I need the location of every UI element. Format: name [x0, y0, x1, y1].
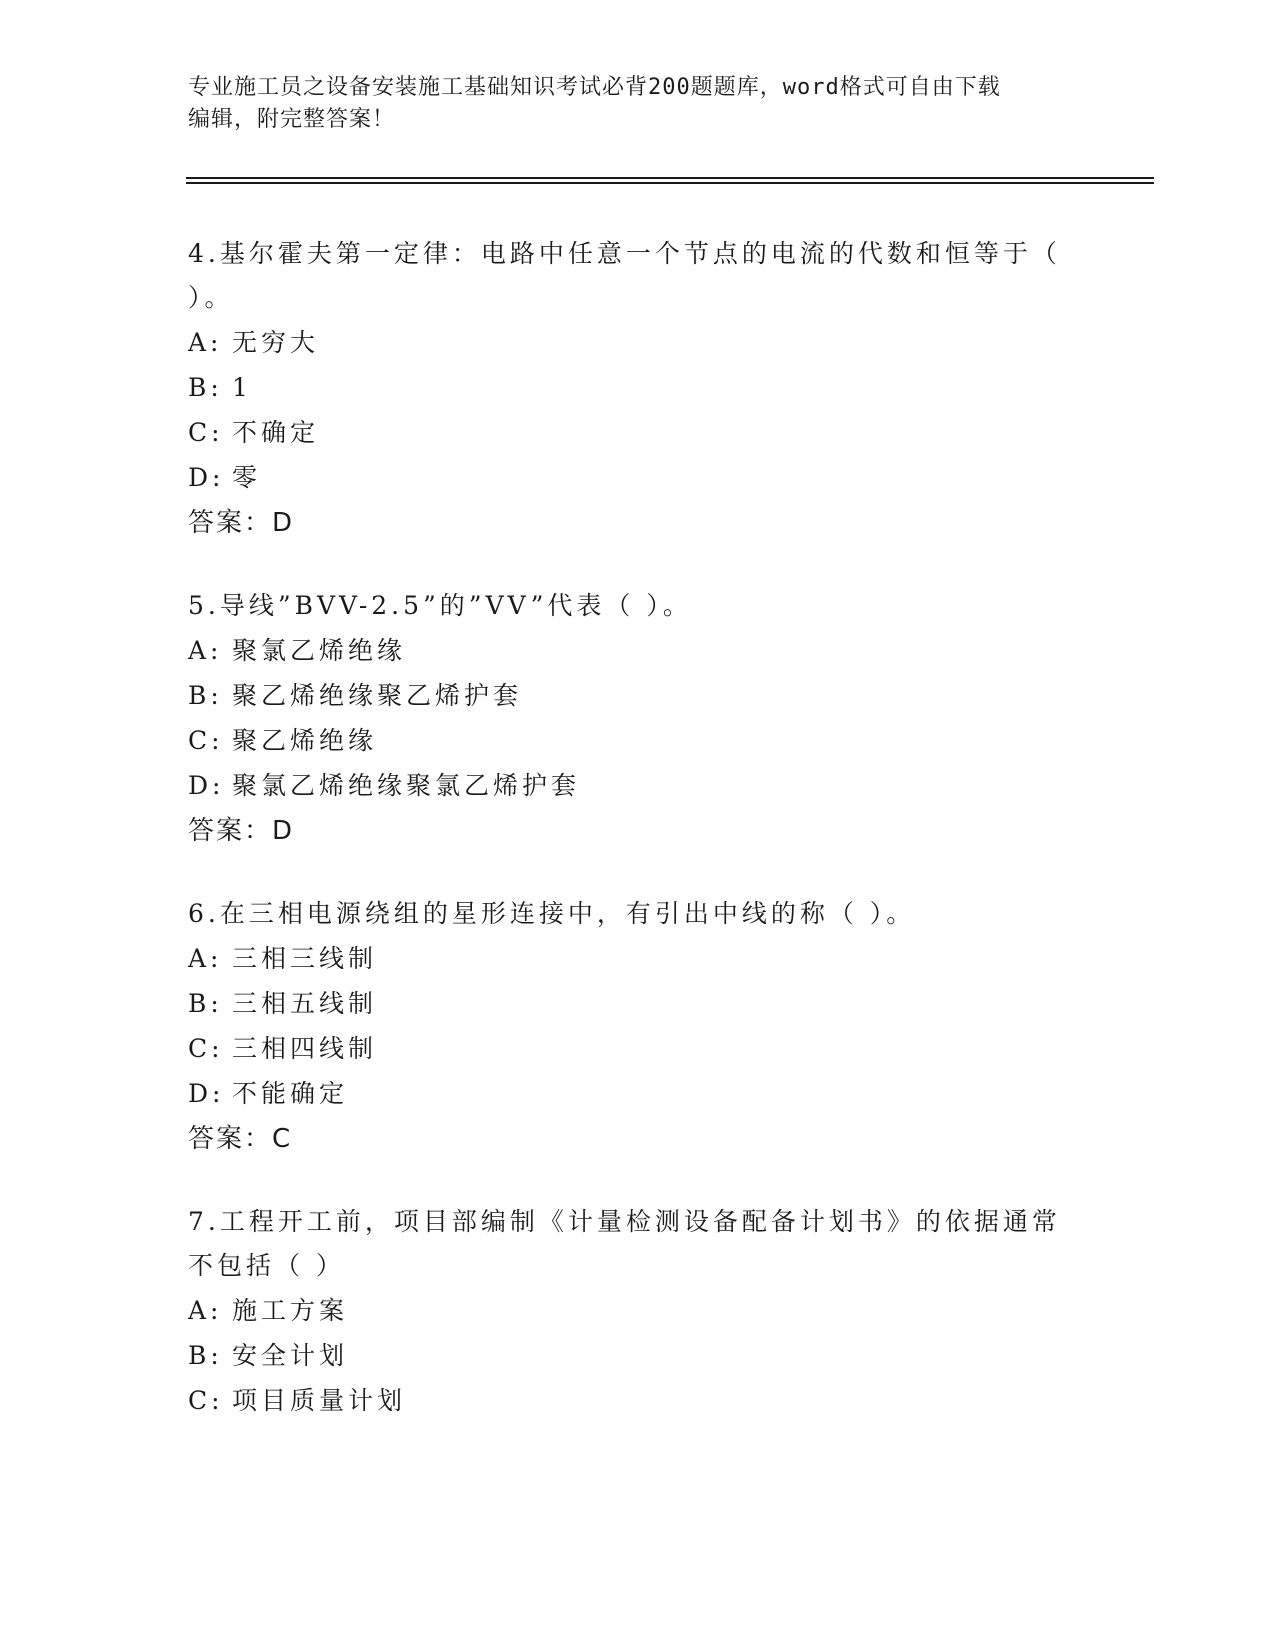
option-value: 项目质量计划 [232, 1386, 407, 1415]
option-key: A: [188, 636, 223, 665]
header-line-2: 编辑，附完整答案！ [188, 107, 396, 132]
option-c [188, 1026, 1068, 1071]
option-key: B: [188, 989, 223, 1018]
option-value: 无穷大 [232, 328, 320, 357]
option-key: A: [188, 328, 223, 357]
option-value: 聚乙烯绝缘聚乙烯护套 [232, 681, 523, 710]
option-key: C: [188, 726, 224, 755]
option-a [188, 1288, 1068, 1333]
option-b [188, 673, 1068, 718]
option-value: 聚氯乙烯绝缘聚氯乙烯护套 [232, 771, 581, 800]
option-b [188, 1333, 1068, 1378]
option-value: 施工方案 [232, 1296, 349, 1325]
option-value: 聚氯乙烯绝缘 [232, 636, 407, 665]
option-value: 安全计划 [232, 1341, 349, 1370]
answer-line: 答案：D [188, 508, 295, 538]
option-value: 不能确定 [232, 1079, 349, 1108]
header-divider-top [186, 177, 1154, 179]
question-6 [188, 892, 1068, 1162]
option-value: 三相五线制 [232, 989, 378, 1018]
option-a [188, 628, 1068, 673]
question-4 [188, 232, 1068, 546]
option-key: A: [188, 1296, 223, 1325]
option-d [188, 455, 1068, 500]
document-header [188, 72, 1068, 136]
option-key: D: [188, 771, 225, 800]
option-b [188, 981, 1068, 1026]
option-d [188, 763, 1068, 808]
option-key: B: [188, 681, 223, 710]
option-key: D: [188, 1079, 225, 1108]
option-value: 三相四线制 [232, 1034, 378, 1063]
option-value: 聚乙烯绝缘 [232, 726, 378, 755]
option-value: 1 [232, 373, 252, 402]
question-5 [188, 584, 1068, 854]
option-value: 三相三线制 [232, 944, 378, 973]
option-c [188, 1378, 1068, 1423]
option-c [188, 718, 1068, 763]
option-a [188, 320, 1068, 365]
answer-line: 答案：D [188, 816, 295, 846]
option-key: B: [188, 373, 223, 402]
question-text: 4.基尔霍夫第一定律：电路中任意一个节点的电流的代数和恒等于（ ）。 [188, 239, 1061, 312]
option-value: 零 [232, 463, 262, 492]
answer-line: 答案：C [188, 1124, 293, 1154]
header-divider-bottom [186, 182, 1154, 184]
option-b [188, 365, 1068, 410]
option-value: 不确定 [232, 418, 320, 447]
option-d [188, 1071, 1068, 1116]
question-text: 6.在三相电源绕组的星形连接中，有引出中线的称（ ）。 [188, 899, 916, 928]
option-key: A: [188, 944, 223, 973]
option-key: C: [188, 1386, 224, 1415]
option-key: C: [188, 418, 224, 447]
question-text: 7.工程开工前，项目部编制《计量检测设备配备计划书》的依据通常不包括（ ） [188, 1207, 1061, 1280]
header-line-1: 专业施工员之设备安装施工基础知识考试必背200题题库，word格式可自由下载 [188, 75, 1001, 100]
option-key: B: [188, 1341, 223, 1370]
option-a [188, 936, 1068, 981]
question-text: 5.导线”BVV-2.5”的”VV”代表（ ）。 [188, 591, 692, 620]
option-key: C: [188, 1034, 224, 1063]
option-c [188, 410, 1068, 455]
question-list [188, 232, 1068, 1461]
question-7 [188, 1200, 1068, 1423]
option-key: D: [188, 463, 225, 492]
